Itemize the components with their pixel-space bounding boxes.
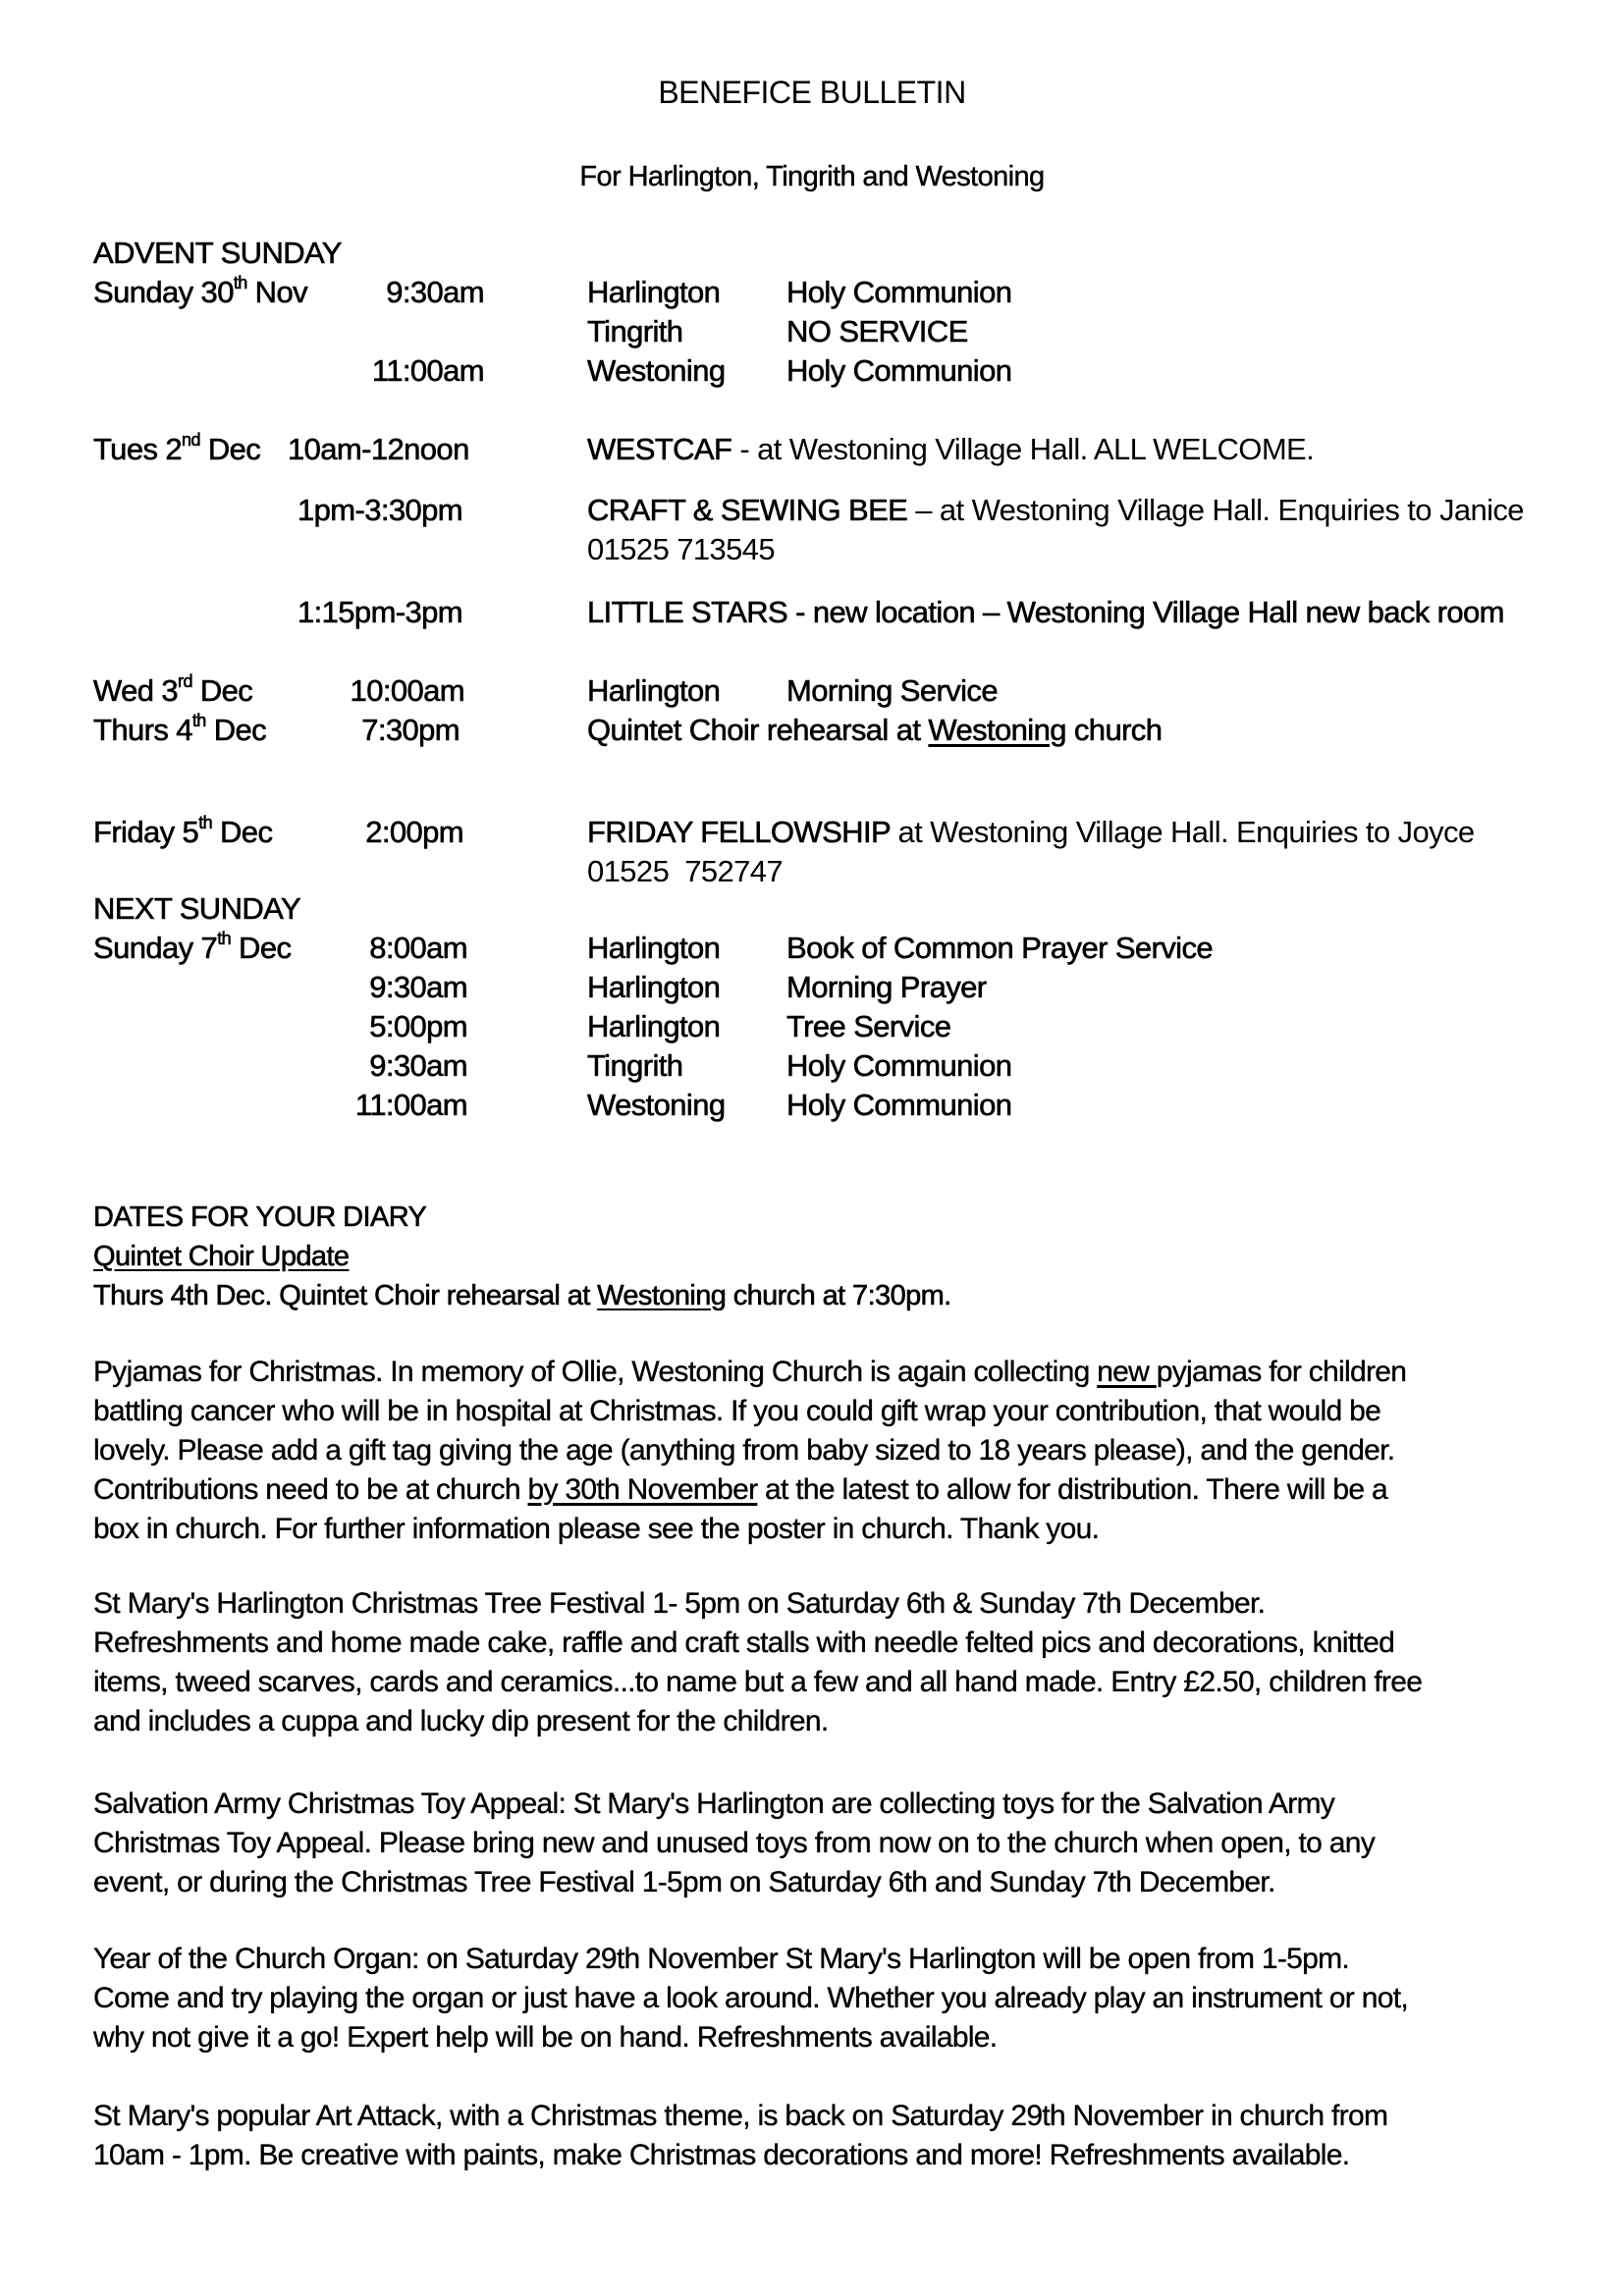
page-subtitle: For Harlington, Tingrith and Westoning [579,161,1045,192]
date-month: Dec [191,673,253,708]
service-time: 9:30am [386,275,484,309]
friday-fellowship-event [587,813,1475,852]
service-location: Harlington [587,1009,721,1043]
event-phone: 01525 713545 [587,532,776,566]
event-time: 1:15pm-3pm [298,595,463,629]
service-location: Harlington [587,931,721,965]
text: church [1065,713,1163,747]
choir-update-text [93,1276,951,1315]
service-time: 10:00am [350,673,464,708]
date-text: Thurs 4 [93,713,192,747]
choir-update-heading: Quintet Choir Update [93,1241,350,1272]
page-title: BENEFICE BULLETIN [658,75,966,110]
text-line: Christmas Toy Appeal. Please bring new and unused toys from now on to the church when open, to any [93,1827,1375,1859]
date-text: Tues 2 [93,432,183,466]
service-time: 11:00am [354,1088,467,1122]
service-location: Harlington [587,970,721,1004]
date-ordinal: th [217,929,232,948]
event-name: FRIDAY FELLOWSHIP [587,815,891,849]
service-name: Tree Service [786,1009,951,1043]
text-line: lovely. Please add a gift tag giving the age (anything from baby sized to 18 years please), and the gender. [93,1434,1395,1467]
text: Thurs 4th Dec. Quintet Choir rehearsal at [93,1280,598,1311]
text-line: battling cancer who will be in hospital at Christmas. If you could gift wrap your contribution, that would be [93,1395,1381,1427]
text: Pyjamas for Christmas. In memory of Ollie, Westoning Church is again collecting [93,1356,1098,1388]
date-ordinal: th [198,813,212,832]
advent-date [93,273,307,312]
text-line: items, tweed scarves, cards and ceramics...to name but a few and all hand made. Entry £2.50, children free [93,1666,1423,1698]
date-ordinal: nd [182,430,200,450]
underlined-text: new [1097,1356,1157,1388]
service-time: 9:30am [369,1048,467,1083]
service-name: Holy Communion [786,275,1012,309]
text: church at 7:30pm. [726,1280,951,1311]
service-location: Harlington [587,275,721,309]
text-line: Year of the Church Organ: on Saturday 29th November St Mary's Harlington will be open from 1-5pm. [93,1943,1350,1975]
service-name: Book of Common Prayer Service [786,931,1213,965]
service-name: Holy Communion [786,1088,1012,1122]
text-line: St Mary's Harlington Christmas Tree Festival 1- 5pm on Saturday 6th & Sunday 7th December. [93,1587,1266,1620]
underlined-text: by 30th November [527,1473,758,1506]
text: Quintet Choir rehearsal at [587,713,929,747]
text-line: Refreshments and home made cake, raffle and craft stalls with needle felted pics and decorations, knitted [93,1627,1395,1659]
service-name: Morning Prayer [786,970,987,1004]
toy-appeal-notice [93,1785,1546,1902]
date-month: Dec [231,931,292,965]
date-ordinal: rd [178,671,192,691]
service-location: Tingrith [587,314,683,348]
craft-sewing-event [587,491,1524,530]
text: pyjamas for children [1156,1356,1407,1388]
diary-heading: DATES FOR YOUR DIARY [93,1201,427,1233]
thurs-date [93,711,266,750]
service-name: Morning Service [786,673,998,708]
advent-sunday-heading: ADVENT SUNDAY [93,236,342,270]
service-time: 5:00pm [369,1009,467,1043]
text-line: why not give it a go! Expert help will be on hand. Refreshments available. [93,2021,998,2054]
underlined-location: Westoning [928,713,1066,747]
date-text: Sunday 30 [93,275,234,309]
service-location: Westoning [587,353,726,388]
text: Contributions need to be at church [93,1473,528,1506]
westcaf-event [587,430,1314,469]
date-ordinal: th [191,711,206,730]
tree-festival-notice [93,1584,1546,1741]
service-location: Harlington [587,673,721,708]
service-time: 8:00am [369,931,467,965]
service-location: Tingrith [587,1048,683,1083]
date-month: Nov [246,275,307,309]
event-detail: – at Westoning Village Hall. Enquiries to Janice [907,493,1524,527]
next-sunday-heading: NEXT SUNDAY [93,891,301,926]
choir-rehearsal [587,711,1162,750]
text-line: Come and try playing the organ or just have a look around. Whether you already play an instrument or not, [93,1982,1408,2014]
service-location: Westoning [587,1088,726,1122]
text-line: box in church. For further information please see the poster in church. Thank you. [93,1513,1100,1545]
service-time: 9:30am [369,970,467,1004]
text-line [93,1353,1546,1392]
wed-date [93,671,252,711]
event-detail: at Westoning Village Hall. Enquiries to Joyce [890,815,1475,849]
tues-date [93,430,260,469]
service-time: 11:00am [371,353,484,388]
art-attack-notice [93,2097,1546,2175]
text: at the latest to allow for distribution. There will be a [757,1473,1387,1506]
date-ordinal: th [233,273,247,293]
pyjamas-notice [93,1353,1546,1549]
event-detail: - at Westoning Village Hall. ALL WELCOME. [731,432,1315,466]
date-text: Friday 5 [93,815,199,849]
service-name: NO SERVICE [786,314,968,348]
text-line [93,1470,1546,1510]
service-time: 7:30pm [361,713,460,747]
underlined-location: Westoning [597,1280,727,1311]
event-time: 1pm-3:30pm [298,493,463,527]
event-time: 2:00pm [365,815,463,849]
date-month: Dec [199,432,261,466]
date-text: Sunday 7 [93,931,218,965]
date-month: Dec [212,815,273,849]
organ-notice [93,1940,1546,2057]
event-name: WESTCAF [587,432,732,466]
date-month: Dec [205,713,267,747]
event-name: CRAFT & SEWING BEE [587,493,908,527]
service-name: Holy Communion [786,353,1012,388]
friday-date [93,813,272,852]
event-time: 10am-12noon [288,432,469,466]
little-stars-event: LITTLE STARS - new location – Westoning Village Hall new back room [587,595,1504,629]
text-line: event, or during the Christmas Tree Festival 1-5pm on Saturday 6th and Sunday 7th December. [93,1866,1275,1898]
text-line: 10am - 1pm. Be creative with paints, make Christmas decorations and more! Refreshments available. [93,2139,1350,2171]
text-line: and includes a cuppa and lucky dip present for the children. [93,1705,829,1737]
text-line: Salvation Army Christmas Toy Appeal: St Mary's Harlington are collecting toys for the Salvation Army [93,1788,1335,1820]
service-name: Holy Communion [786,1048,1012,1083]
text-line: St Mary's popular Art Attack, with a Christmas theme, is back on Saturday 29th November in church from [93,2100,1388,2132]
date-text: Wed 3 [93,673,179,708]
event-phone: 01525 752747 [587,854,784,888]
